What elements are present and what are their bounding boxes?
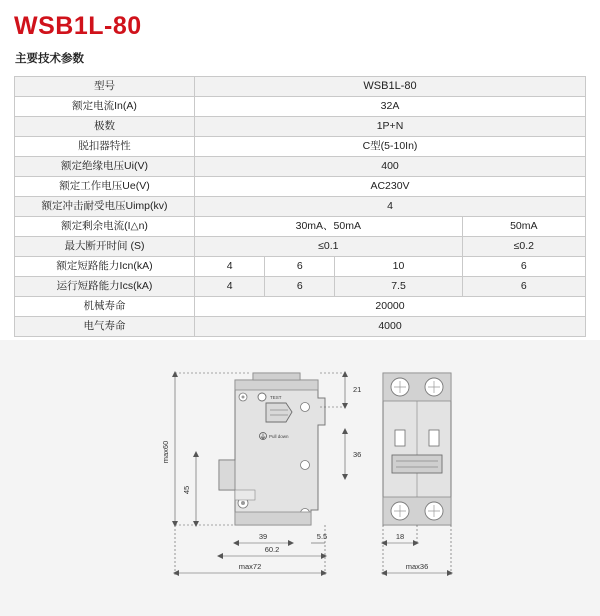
top-notch xyxy=(253,373,300,380)
section-heading: 主要技术参数 xyxy=(15,53,84,65)
indicator-window xyxy=(429,430,439,446)
dim-label-max60: max60 xyxy=(161,440,170,464)
row-value: AC230V xyxy=(195,177,586,197)
table-row xyxy=(15,217,586,237)
row-value: 4 xyxy=(195,257,265,277)
dim-label-45: 45 xyxy=(182,485,191,495)
row-value: C型(5-10In) xyxy=(195,137,586,157)
screw-hole-icon xyxy=(301,403,310,412)
row-value: 6 xyxy=(265,277,335,297)
row-value: 4000 xyxy=(195,317,586,337)
table-row xyxy=(15,117,586,137)
row-label: 脱扣器特性 xyxy=(15,137,195,157)
row-value: WSB1L-80 xyxy=(195,77,586,97)
screw-hole-icon xyxy=(301,461,310,470)
table-body xyxy=(15,77,586,337)
row-value: 1P+N xyxy=(195,117,586,137)
table-row xyxy=(15,177,586,197)
dim-label-max72: max72 xyxy=(238,562,262,571)
dim-label-18: 18 xyxy=(395,532,405,541)
row-value: 6 xyxy=(265,257,335,277)
row-value: 6 xyxy=(462,277,585,297)
test-label: TEST xyxy=(270,395,282,400)
table-row xyxy=(15,137,586,157)
technical-drawing-svg xyxy=(0,340,600,616)
toggle-lever xyxy=(266,403,292,422)
specifications-table xyxy=(14,76,586,337)
row-value: ≤0.2 xyxy=(462,237,585,257)
dim-label-39: 39 xyxy=(258,532,268,541)
row-value: 400 xyxy=(195,157,586,177)
dim-label-21: 21 xyxy=(353,385,362,394)
row-label: 额定绝缘电压Ui(V) xyxy=(15,157,195,177)
dim-label-5-5: 5.5 xyxy=(316,532,328,541)
row-label: 额定短路能力Icn(kA) xyxy=(15,257,195,277)
row-value: ≤0.1 xyxy=(195,237,463,257)
row-value: 30mA、50mA xyxy=(195,217,463,237)
row-value: 4 xyxy=(195,277,265,297)
row-label: 机械寿命 xyxy=(15,297,195,317)
table-row xyxy=(15,97,586,117)
front-view-group xyxy=(383,373,451,525)
front-view-dimension-labels xyxy=(396,532,428,571)
table-row xyxy=(15,297,586,317)
dim-label-60-2: 60.2 xyxy=(264,545,280,554)
pull-down-label: Pull down xyxy=(269,434,289,439)
din-rail-clip xyxy=(219,460,235,490)
table-row xyxy=(15,237,586,257)
clip-tab xyxy=(235,490,255,500)
row-label: 运行短路能力Ics(kA) xyxy=(15,277,195,297)
test-button-icon xyxy=(258,393,266,401)
indicator-window xyxy=(395,430,405,446)
table-row xyxy=(15,77,586,97)
row-label: 最大断开时间 (S) xyxy=(15,237,195,257)
front-toggle-handle xyxy=(392,455,442,473)
row-label: 电气寿命 xyxy=(15,317,195,337)
page-title: WSB1L-80 xyxy=(14,12,142,40)
row-value: 10 xyxy=(335,257,462,277)
technical-drawing-panel xyxy=(0,340,600,616)
row-value: 7.5 xyxy=(335,277,462,297)
top-terminal-plate xyxy=(235,380,318,390)
row-value: 50mA xyxy=(462,217,585,237)
row-label: 额定冲击耐受电压Uimp(kv) xyxy=(15,197,195,217)
row-value: 20000 xyxy=(195,297,586,317)
screw-hole-center-icon xyxy=(242,396,245,399)
row-value: 4 xyxy=(195,197,586,217)
row-label: 额定剩余电流(I△n) xyxy=(15,217,195,237)
row-label: 额定工作电压Ue(V) xyxy=(15,177,195,197)
row-value: 6 xyxy=(462,257,585,277)
dim-label-max36: max36 xyxy=(405,562,429,571)
table-row xyxy=(15,197,586,217)
dim-label-36: 36 xyxy=(353,450,362,459)
table-row xyxy=(15,157,586,177)
table-row xyxy=(15,257,586,277)
table-row xyxy=(15,277,586,297)
row-label: 额定电流In(A) xyxy=(15,97,195,117)
row-value: 32A xyxy=(195,97,586,117)
table-row xyxy=(15,317,586,337)
row-label: 极数 xyxy=(15,117,195,137)
side-view-group xyxy=(219,373,325,525)
row-label: 型号 xyxy=(15,77,195,97)
bottom-terminal-plate xyxy=(235,512,311,525)
screw-hole-center-icon xyxy=(241,501,245,505)
